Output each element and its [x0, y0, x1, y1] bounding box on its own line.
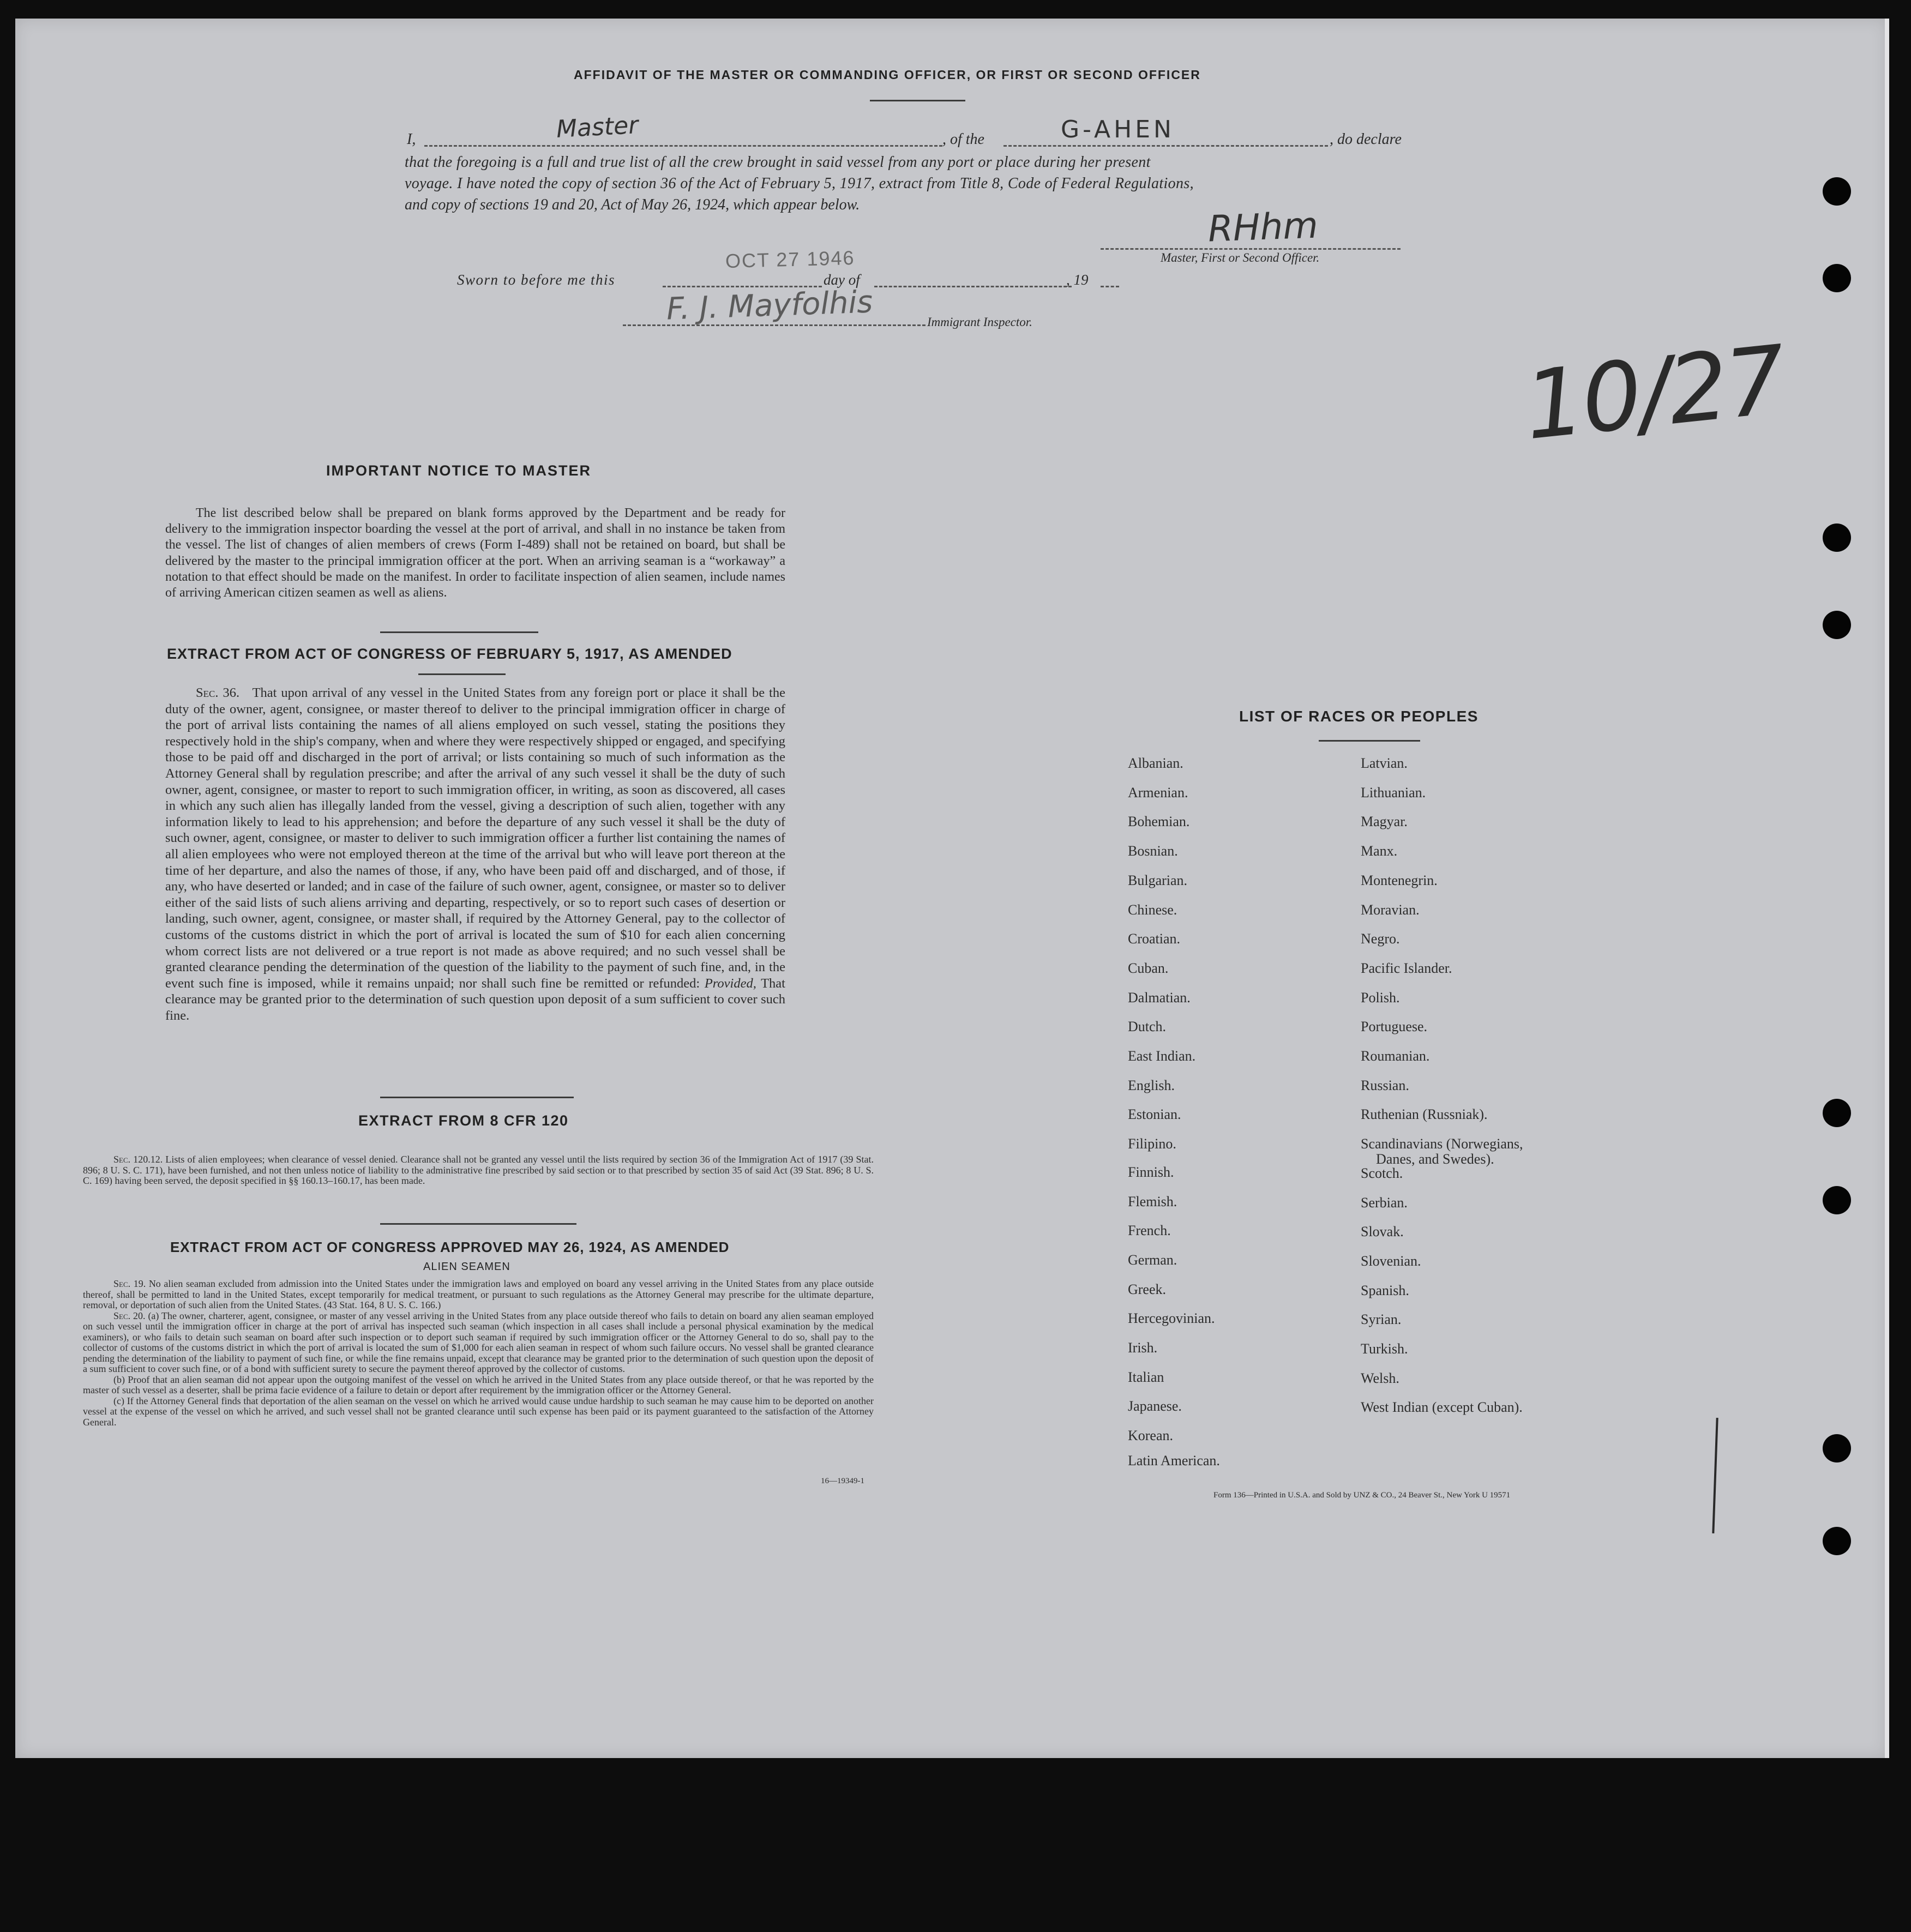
race-item: Ruthenian (Russniak). [1361, 1106, 1488, 1123]
year-prefix-text: , 19 [1066, 272, 1089, 288]
punch-hole [1823, 611, 1851, 639]
race-item: Lithuanian. [1361, 784, 1426, 801]
race-item: Korean. [1128, 1428, 1174, 1444]
punch-hole [1823, 1527, 1851, 1555]
sec-19-text: No alien seaman excluded from admission into the United States under the immigration laws and employed on board any vessel arriving in the United States from any place outside thereof, shall be permitted to land in the United States, except temporarily for medical treatment, or pursuant to such regulations as the Attorney General may prescribe for the ultimate departure, removal, or deportation of such alien from the United States. (43 Stat. 164, 8 U. S. C. 166.) [83, 1278, 874, 1310]
extract-cfr-text [83, 1154, 874, 1187]
race-item: Montenegrin. [1361, 872, 1438, 888]
affidavit-body-line-3: and copy of sections 19 and 20, Act of May 26, 1924, which appear below. [405, 196, 860, 213]
race-item: Syrian. [1361, 1311, 1402, 1328]
declarant-line [424, 145, 942, 147]
race-item: Slovenian. [1361, 1253, 1421, 1269]
extract-1917-top-rule [380, 631, 538, 633]
sworn-date-stamp: OCT 27 1946 [725, 246, 855, 273]
race-item: Scotch. [1361, 1165, 1403, 1181]
notice-paragraph: The list described below shall be prepared on blank forms approved by the Department and be ready for delivery to the immigration inspector boarding the vessel at the port of arrival, and shall in no instance be taken from the vessel. The list of changes of alien members of crews (Form I-489) shall not be retained on board, but shall be delivered by the master to the principal immigration officer at the port. When an arriving seaman is a “workaway” a notation to that effect should be made on the manifest. In order to facilitate inspection of alien seamen, include names of arriving American citizen seamen as well as aliens. [165, 506, 785, 600]
punch-hole [1823, 523, 1851, 552]
sec-36-text: That upon arrival of any vessel in the United States from any foreign port or place it shall be the duty of the owner, agent, consignee, or master thereof to deliver to the principal immigration officer in charge of the port of arrival lists containing the names of all aliens employed on such vessel, stating the positions they respectively hold in the ship's company, when and where they were respectively shipped or engaged, and specifying those to be paid off and discharged in the port of arrival; or lists containing so much of such information as the Attorney General shall by regulation prescribe; and after the arrival of any such vessel it shall be the duty of such owner, agent, consignee, or master to report to such immigration officer, in writing, as soon as discovered, all cases in which any such alien has illegally landed from the vessel, giving a description of such alien, together with any information likely to lead to his apprehension; and before the departure of any such vessel it shall be the duty of such owner, agent, consignee, or master to deliver to such immigration officer a further list containing the names of all alien employees who were not employed thereon at the time of the arrival but who will leave port thereon at the time of her departure, and also the names of those, if any, who have been paid off and discharged, and of those, if any, who have deserted or landed; and in case of the failure of such owner, agent, consignee, or master so to deliver either of the said lists of such aliens arriving and departing, respectively, or so to report such cases of desertion or landing, such owner, agent, consignee, or master shall, if required by the Attorney General, pay to the collector of customs of the customs district in which the port of arrival is located the sum of $10 for each alien concerning whom correct lists are not delivered or a true report is not made as above required; and no such vessel shall be granted clearance pending the determination of the question of the liability to the payment of such fine, and, in the event such fine is imposed, while it remains unpaid; nor shall such fine be remitted or refunded: [165, 685, 785, 991]
race-item: Welsh. [1361, 1370, 1399, 1386]
races-left-column [1128, 755, 1335, 1480]
extract-1917-bottom-rule [418, 673, 506, 675]
race-item: Roumanian. [1361, 1048, 1430, 1064]
sec-19-label: Sec. 19. [113, 1278, 146, 1289]
race-item: Flemish. [1128, 1193, 1177, 1209]
race-item: Hercegovinian. [1128, 1310, 1215, 1327]
sec-120-text: Lists of alien employees; when clearance of vessel denied. Clearance shall not be granted any vessel until the lists required by section 36 of the Immigration Act of 1917 (39 Stat. 896; 8 U. S. C. 171), have been furnished, and not then unless notice of liability to the administrative fine prescribed by said section or to that prescribed by section 35 of said Act (39 Stat. 896; 8 U. S. C. 169) having been served, the deposit specified in §§ 160.13–160.17, has been made. [83, 1154, 874, 1186]
inspector-caption: Immigrant Inspector. [927, 315, 1032, 329]
race-item: French. [1128, 1223, 1171, 1239]
race-item: East Indian. [1128, 1048, 1196, 1064]
race-item: Latvian. [1361, 755, 1408, 771]
punch-hole [1823, 264, 1851, 292]
affidavit-heading-rule [870, 100, 965, 101]
sworn-text: Sworn to before me this [457, 272, 615, 288]
provided-text: That clearance may be granted prior to the determination of such question upon deposit of a sum sufficient to cover such fine. [165, 976, 785, 1023]
extract-1924-heading: EXTRACT FROM ACT OF CONGRESS APPROVED MAY 26, 1924, AS AMENDED [170, 1239, 730, 1255]
sworn-year-line [1101, 286, 1119, 287]
extract-1924-form-code: 16—19349-1 [821, 1477, 864, 1485]
races-heading-rule [1319, 740, 1420, 742]
margin-note-handwritten: 10/27 [1519, 324, 1789, 461]
of-the-text: , of the [942, 131, 984, 148]
declarant-handwritten: Master [555, 111, 639, 143]
race-item: Filipino. [1128, 1136, 1176, 1152]
race-item: Estonian. [1128, 1106, 1181, 1123]
master-signature-handwritten: RHhm [1207, 204, 1319, 250]
punch-hole [1823, 1099, 1851, 1127]
declaration-prefix: I, [407, 131, 416, 148]
notice-text [165, 505, 785, 601]
sec-36-label: Sec. 36. [196, 685, 240, 700]
vessel-handwritten: G-AHEN [1061, 116, 1175, 143]
race-item: Finnish. [1128, 1164, 1174, 1180]
sworn-month-line [874, 286, 1072, 287]
race-item: Chinese. [1128, 901, 1177, 918]
extract-1924-text [83, 1279, 874, 1428]
race-item: Irish. [1128, 1340, 1158, 1356]
race-item: Cuban. [1128, 960, 1169, 976]
race-item: Polish. [1361, 989, 1400, 1006]
race-item: Spanish. [1361, 1282, 1409, 1298]
race-item: Negro. [1361, 931, 1400, 947]
extract-1924-subheading: ALIEN SEAMEN [423, 1261, 510, 1273]
affidavit-heading: AFFIDAVIT OF THE MASTER OR COMMANDING OFFICER, OR FIRST OR SECOND OFFICER [574, 68, 1201, 82]
notice-heading: IMPORTANT NOTICE TO MASTER [326, 462, 591, 479]
day-of-text: day of [824, 272, 860, 288]
race-item: German. [1128, 1251, 1177, 1268]
extract-cfr-heading: EXTRACT FROM 8 CFR 120 [358, 1112, 569, 1129]
race-item: Bohemian. [1128, 814, 1190, 830]
extract-cfr-top-rule [380, 1097, 574, 1098]
race-item: Greek. [1128, 1281, 1167, 1297]
punch-hole [1823, 177, 1851, 206]
sec-20-label: Sec. 20. [113, 1310, 146, 1321]
race-item: Latin American. [1128, 1452, 1220, 1468]
race-item: Magyar. [1361, 814, 1408, 830]
sec-20b-text: (b) Proof that an alien seaman did not appear upon the outgoing manifest of the vessel on which he arrived in the United States from any place outside thereof, or that he was reported by the master of such vessel as a deserter, shall be prima facie evidence of a failure to detain or deport after requirement by the immigration officer or the Attorney General. [83, 1374, 874, 1395]
inspector-signature-handwritten: F. J. Mayfolhis [665, 284, 874, 327]
race-item: Russian. [1361, 1077, 1409, 1093]
race-item: Bosnian. [1128, 843, 1178, 859]
races-right-column [1361, 755, 1644, 1480]
race-item: Moravian. [1361, 901, 1420, 918]
race-item: Slovak. [1361, 1224, 1404, 1240]
punch-hole [1823, 1186, 1851, 1214]
extract-1924-top-rule [380, 1223, 576, 1225]
race-item: Japanese. [1128, 1398, 1182, 1415]
race-item: Danes, and Swedes). [1376, 1151, 1494, 1167]
race-item: Albanian. [1128, 755, 1183, 771]
race-item: Italian [1128, 1369, 1164, 1385]
race-item: Dutch. [1128, 1019, 1167, 1035]
race-item: Serbian. [1361, 1194, 1408, 1211]
do-declare-text: , do declare [1330, 131, 1402, 148]
race-item: West Indian (except Cuban). [1361, 1399, 1523, 1416]
extract-1917-heading: EXTRACT FROM ACT OF CONGRESS OF FEBRUARY 5, 1917, AS AMENDED [167, 646, 732, 662]
affidavit-body-line-1: that the foregoing is a full and true list of all the crew brought in said vessel from any port or place during her present [405, 154, 1151, 171]
provided-label: Provided, [704, 976, 756, 991]
punch-hole [1823, 1434, 1851, 1462]
race-item: Bulgarian. [1128, 872, 1188, 888]
extract-1917-text [165, 685, 785, 1024]
races-heading: LIST OF RACES OR PEOPLES [1239, 708, 1479, 725]
race-item: Pacific Islander. [1361, 960, 1452, 976]
sec-120-label: Sec. 120.12. [113, 1154, 163, 1165]
master-signature-caption: Master, First or Second Officer. [1161, 251, 1320, 264]
race-item: English. [1128, 1077, 1175, 1093]
race-item: Portuguese. [1361, 1019, 1428, 1035]
vessel-line [1003, 145, 1328, 147]
master-signature-line [1101, 248, 1401, 250]
sec-20a-text: (a) The owner, charterer, agent, consignee, or master of any vessel arriving in the United States from any place outside thereof who fails to detain on board any alien seaman employed on such vessel until the immigration officer in charge at the port of arrival has inspected such seaman (which inspection in all cases shall include a personal physical examination by the medical examiners), or who fails to detain such seaman on board after such inspection or to deport such seaman if required by such immigration officer or the Attorney General to do so, shall pay to the collector of customs of the customs district in which the port of arrival is located the sum of $1,000 for each alien seaman in respect of whom such failure occurs. No vessel shall be granted clearance pending the determination of the liability to payment of such fine, or while the fine remains unpaid, except that clearance may be granted prior to the determination of such question upon the deposit of a sum sufficient to cover such fine, or of a bond with sufficient surety to secure the payment thereof approved by the collector of customs. [83, 1310, 874, 1374]
race-item: Scandinavians (Norwegians, [1361, 1136, 1523, 1152]
affidavit-body-line-2: voyage. I have noted the copy of section 36 of the Act of February 5, 1917, extract from Title 8, Code of Federal Regulations, [405, 175, 1194, 192]
sec-20c-text: (c) If the Attorney General finds that deportation of the alien seaman on the vessel on which he arrived would cause undue hardship to such seaman he may cause him to be deported on another vessel at the expense of the vessel on which he arrived, and such vessel shall not be granted clearance until such expense has been paid or its payment guaranteed to the satisfaction of the Attorney General. [83, 1395, 874, 1428]
race-item: Turkish. [1361, 1341, 1408, 1357]
race-item: Manx. [1361, 843, 1398, 859]
race-item: Dalmatian. [1128, 989, 1191, 1006]
races-footer: Form 136—Printed in U.S.A. and Sold by UNZ & CO., 24 Beaver St., New York U 19571 [1213, 1491, 1511, 1500]
race-item: Croatian. [1128, 931, 1181, 947]
race-item: Armenian. [1128, 784, 1188, 801]
